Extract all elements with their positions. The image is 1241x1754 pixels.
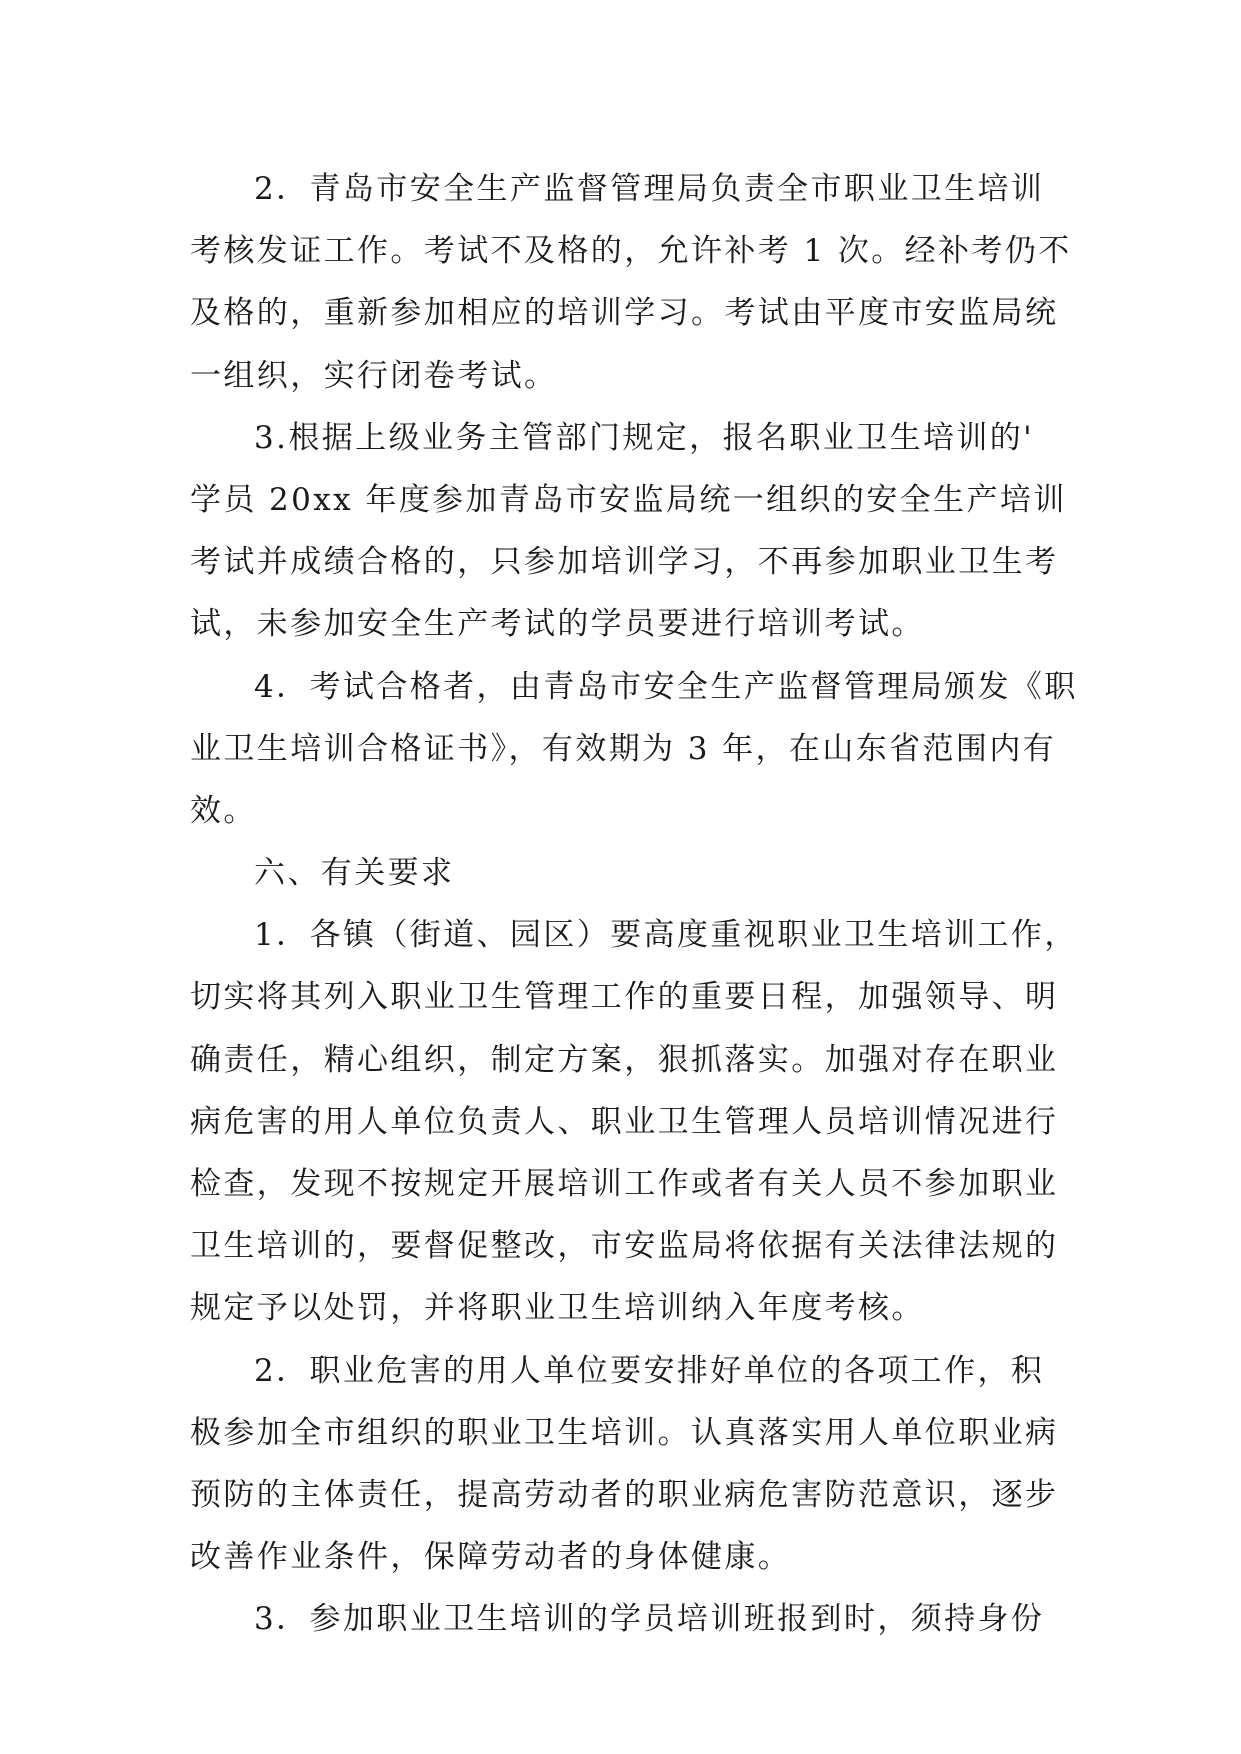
requirement-2-line-3: 预防的主体责任，提高劳动者的职业病危害防范意识，逐步 xyxy=(190,1476,1059,1513)
paragraph-4-line-1: 4．考试合格者，由青岛市安全生产监督管理局颁发《职 xyxy=(254,668,1078,705)
requirement-1-line-7: 规定予以处罚，并将职业卫生培训纳入年度考核。 xyxy=(190,1290,925,1327)
paragraph-2-line-1: 2．青岛市安全生产监督管理局负责全市职业卫生培训 xyxy=(254,171,1045,207)
paragraph-3-line-4: 试，未参加安全生产考试的学员要进行培训考试。 xyxy=(190,606,925,643)
requirement-1-line-6: 卫生培训的，要督促整改，市安监局将依据有关法律法规的 xyxy=(190,1228,1059,1265)
paragraph-3-line-3: 考试并成绩合格的，只参加培训学习，不再参加职业卫生考 xyxy=(190,544,1059,581)
requirement-3-line-1: 3．参加职业卫生培训的学员培训班报到时，须持身份 xyxy=(254,1601,1045,1638)
requirement-1-line-2: 切实将其列入职业卫生管理工作的重要日程，加强领导、明 xyxy=(190,979,1059,1016)
requirement-1-line-5: 检查，发现不按规定开展培训工作或者有关人员不参加职业 xyxy=(190,1166,1059,1202)
paragraph-2-line-4: 一组织，实行闭卷考试。 xyxy=(190,357,558,394)
paragraph-2-line-2: 考核发证工作。考试不及格的，允许补考 1 次。经补考仍不 xyxy=(190,233,1072,270)
requirement-2-line-1: 2．职业危害的用人单位要安排好单位的各项工作，积 xyxy=(254,1352,1045,1389)
requirement-1-line-3: 确责任，精心组织，制定方案，狠抓落实。加强对存在职业 xyxy=(190,1041,1059,1078)
requirement-2-line-4: 改善作业条件，保障劳动者的身体健康。 xyxy=(190,1539,792,1576)
paragraph-2-line-3: 及格的，重新参加相应的培训学习。考试由平度市安监局统 xyxy=(190,295,1059,332)
paragraph-4-line-3: 效。 xyxy=(190,792,257,829)
paragraph-3-line-1: 3.根据上级业务主管部门规定，报名职业卫生培训的' xyxy=(254,419,1035,456)
requirement-1-line-4: 病危害的用人单位负责人、职业卫生管理人员培训情况进行 xyxy=(190,1103,1059,1140)
document-body xyxy=(190,158,1078,1651)
section-heading-requirements: 六、有关要求 xyxy=(254,855,455,892)
requirement-2-line-2: 极参加全市组织的职业卫生培训。认真落实用人单位职业病 xyxy=(190,1414,1059,1451)
paragraph-4-line-2: 业卫生培训合格证书》，有效期为 3 年，在山东省范围内有 xyxy=(190,730,1057,767)
paragraph-3-line-2: 学员 20xx 年度参加青岛市安监局统一组织的安全生产培训 xyxy=(190,481,1067,518)
requirement-1-line-1: 1．各镇（街道、园区）要高度重视职业卫生培训工作， xyxy=(254,917,1078,954)
